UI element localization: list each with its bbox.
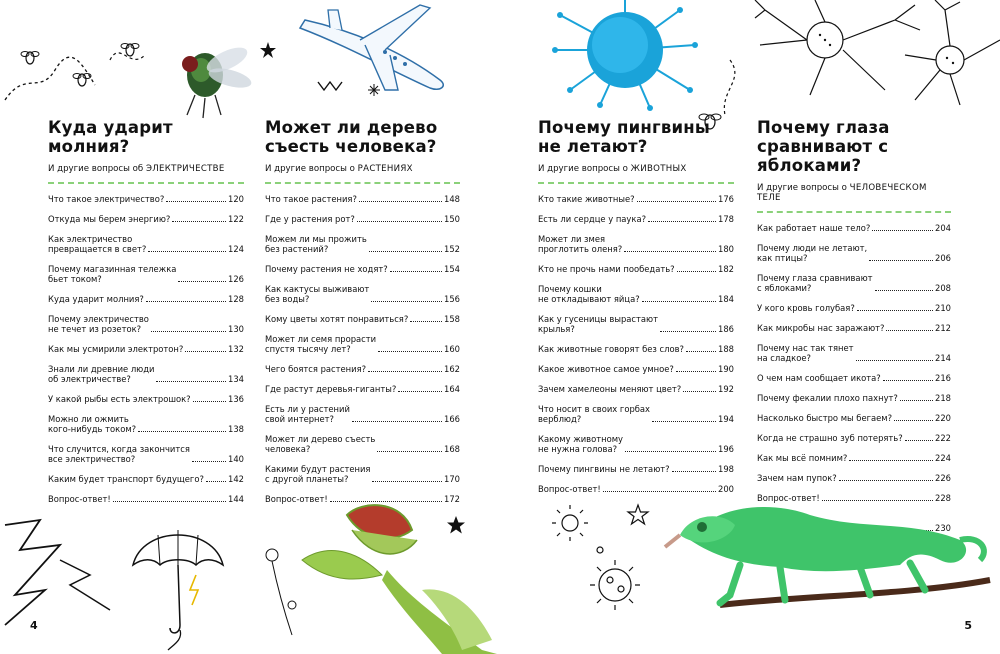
toc-entry-title: Как у гусеницы вырастают крылья? [538, 314, 658, 334]
toc-entry-page: 214 [935, 353, 951, 363]
toc-entry [265, 314, 460, 324]
toc-entry-page: 218 [935, 393, 951, 403]
toc-entry-title: Что такое растения? [265, 194, 357, 204]
dot-leader [856, 360, 934, 361]
toc-entry-title: Почему кошки не откладывают яйца? [538, 284, 640, 304]
dot-leader [410, 321, 442, 322]
toc-entry-page: 122 [228, 214, 244, 224]
toc-entry-page: 200 [718, 484, 734, 494]
dot-leader [352, 421, 442, 422]
toc-entry [757, 323, 951, 333]
toc-entry-title: Как работает наше тело? [757, 223, 871, 233]
toc-entry [265, 334, 460, 354]
toc-entry-page: 186 [718, 324, 734, 334]
toc-entry-title: Как мы всё помним? [757, 453, 848, 463]
star-icon [260, 42, 276, 58]
dot-leader [398, 391, 442, 392]
dot-leader [359, 201, 442, 202]
toc-column-plants [265, 118, 460, 514]
toc-entry-page: 144 [228, 494, 244, 504]
dot-leader [625, 451, 716, 452]
toc-entry-title: Кто не прочь нами пообедать? [538, 264, 675, 274]
toc-entry-title: Вопрос-ответ! [48, 494, 111, 504]
toc-entry-title: Вопрос-ответ! [538, 484, 601, 494]
toc-entry-page: 188 [718, 344, 734, 354]
page-number-right: 5 [964, 619, 972, 632]
toc-entry-page: 124 [228, 244, 244, 254]
dot-leader [357, 221, 442, 222]
toc-entry-page: 172 [444, 494, 460, 504]
toc-entry [538, 464, 734, 474]
dot-leader [894, 420, 933, 421]
toc-entry-title: Вопрос-ответ! [757, 493, 820, 503]
toc-entry-page: 170 [444, 474, 460, 484]
toc-entry-page: 138 [228, 424, 244, 434]
dot-leader [857, 310, 933, 311]
toc-entry [265, 194, 460, 204]
toc-entry-page: 120 [228, 194, 244, 204]
toc-entry [265, 284, 460, 304]
toc-entry-page: 194 [718, 414, 734, 424]
column-title: Почему глаза сравнивают с яблоками? [757, 118, 890, 175]
virus-photo [550, 0, 700, 110]
dot-leader [624, 251, 716, 252]
toc-entry-page: 142 [228, 474, 244, 484]
toc-entry-title: Знали ли древние люди об электричестве? [48, 364, 155, 384]
toc-entry-title: Почему магазинная тележка бьет током? [48, 264, 177, 284]
toc-entry-page: 134 [228, 374, 244, 384]
dot-leader [905, 440, 933, 441]
toc-entry [48, 474, 244, 484]
dot-leader [156, 381, 226, 382]
toc-entry-title: Кто такие животные? [538, 194, 635, 204]
dot-leader [368, 371, 442, 372]
toc-entry [757, 373, 951, 383]
toc-entry-title: Насколько быстро мы бегаем? [757, 413, 893, 423]
toc-entry [48, 264, 244, 284]
toc-list [48, 194, 244, 504]
toc-entry [48, 444, 244, 464]
toc-entry-title: Почему фекалии плохо пахнут? [757, 393, 898, 403]
toc-entry [48, 344, 244, 354]
toc-entry-title: Есть ли у растений свой интернет? [265, 404, 350, 424]
dashed-divider [538, 182, 734, 184]
toc-entry [538, 264, 734, 274]
toc-entry [538, 404, 734, 424]
toc-entry-page: 210 [935, 303, 951, 313]
toc-entry-page: 154 [444, 264, 460, 274]
toc-entry-page: 178 [718, 214, 734, 224]
toc-entry-page: 182 [718, 264, 734, 274]
toc-entry-page: 140 [228, 454, 244, 464]
toc-entry [265, 384, 460, 394]
toc-list [265, 194, 460, 504]
toc-entry-page: 160 [444, 344, 460, 354]
toc-entry [757, 273, 951, 293]
toc-entry-page: 162 [444, 364, 460, 374]
toc-entry [48, 494, 244, 504]
toc-entry-title: О чем нам сообщает икота? [757, 373, 881, 383]
dot-leader [371, 301, 442, 302]
toc-entry [757, 223, 951, 233]
dashed-divider [48, 182, 244, 184]
toc-entry [757, 343, 951, 363]
dot-leader [869, 260, 933, 261]
sparkle-icon [368, 84, 380, 96]
toc-entry [48, 294, 244, 304]
dandelion-sketch [262, 545, 302, 635]
star-outline-icon [628, 505, 648, 525]
dot-leader [390, 271, 442, 272]
toc-entry [538, 214, 734, 224]
toc-entry-page: 192 [718, 384, 734, 394]
dashed-divider [757, 211, 951, 213]
dot-leader [185, 351, 226, 352]
dot-leader [151, 331, 226, 332]
toc-entry-title: Может ли дерево съесть человека? [265, 434, 376, 454]
toc-entry [757, 303, 951, 313]
dot-leader [138, 431, 226, 432]
dot-leader [849, 460, 933, 461]
toc-entry [538, 364, 734, 374]
dot-leader [377, 451, 442, 452]
toc-entry-title: Можем ли мы прожить без растений? [265, 234, 367, 254]
toc-entry-title: Где растут деревья-гиганты? [265, 384, 397, 394]
toc-entry-page: 208 [935, 283, 951, 293]
dot-leader [172, 221, 226, 222]
toc-entry-page: 224 [935, 453, 951, 463]
toc-entry-page: 204 [935, 223, 951, 233]
toc-entry [265, 434, 460, 454]
toc-entry-page: 220 [935, 413, 951, 423]
toc-entry-page: 128 [228, 294, 244, 304]
toc-entry [538, 194, 734, 204]
toc-entry-title: Кому цветы хотят понравиться? [265, 314, 409, 324]
toc-entry-page: 130 [228, 324, 244, 334]
dot-leader [648, 221, 716, 222]
dot-leader [660, 331, 716, 332]
toc-entry-title: Почему глаза сравнивают с яблоками? [757, 273, 873, 293]
toc-entry-page: 198 [718, 464, 734, 474]
toc-entry [538, 314, 734, 334]
toc-entry [538, 484, 734, 494]
dot-leader [883, 380, 933, 381]
toc-entry [265, 264, 460, 274]
toc-entry-title: Как животные говорят без слов? [538, 344, 685, 354]
toc-entry-title: Где у растения рот? [265, 214, 355, 224]
venus-flytrap-photo [292, 500, 497, 654]
toc-entry-title: Почему нас так тянет на сладкое? [757, 343, 854, 363]
toc-entry-page: 196 [718, 444, 734, 454]
toc-entry [48, 234, 244, 254]
toc-entry-page: 184 [718, 294, 734, 304]
toc-entry-page: 150 [444, 214, 460, 224]
toc-entry-title: Что такое электричество? [48, 194, 165, 204]
star-icon [447, 516, 465, 534]
dot-leader [603, 491, 716, 492]
toc-entry-title: Почему пингвины не летают? [538, 464, 670, 474]
dot-leader [875, 290, 934, 291]
toc-entry-title: Почему люди не летают, как птицы? [757, 243, 868, 263]
toc-entry-title: Какое животное самое умное? [538, 364, 674, 374]
toc-entry-page: 212 [935, 323, 951, 333]
zigzag-sketch [318, 78, 342, 98]
toc-entry [757, 473, 951, 483]
toc-entry-page: 230 [935, 523, 951, 533]
toc-entry [538, 384, 734, 394]
toc-column-animals [538, 118, 734, 504]
dot-leader [686, 351, 716, 352]
toc-entry-title: Как кактусы выживают без воды? [265, 284, 370, 304]
column-subtitle: И другие вопросы о ЧЕЛОВЕЧЕСКОМ ТЕЛЕ [757, 183, 927, 203]
toc-entry-page: 156 [444, 294, 460, 304]
toc-entry-title: Почему электричество не течет из розеток? [48, 314, 149, 334]
toc-entry-title: Может ли змея проглотить оленя? [538, 234, 623, 254]
toc-entry-title: Откуда мы берем энергию? [48, 214, 171, 224]
toc-entry-title: Каким будет транспорт будущего? [48, 474, 204, 484]
column-title: Куда ударит молния? [48, 118, 173, 156]
column-subtitle: И другие вопросы о ЖИВОТНЫХ [538, 164, 687, 174]
toc-entry-page: 152 [444, 244, 460, 254]
dot-leader [676, 371, 716, 372]
toc-entry [757, 453, 951, 463]
dot-leader [683, 391, 716, 392]
toc-entry-page: 168 [444, 444, 460, 454]
toc-entry-page: 136 [228, 394, 244, 404]
neuron-sketch [755, 0, 1000, 110]
toc-entry-title: Есть ли сердце у паука? [538, 214, 647, 224]
toc-entry [48, 364, 244, 384]
toc-entry-title: Какими будут растения с другой планеты? [265, 464, 371, 484]
toc-entry-page: 166 [444, 414, 460, 424]
toc-entry [757, 393, 951, 403]
toc-entry-title: Когда не страшно зуб потерять? [757, 433, 903, 443]
dot-leader [677, 271, 716, 272]
toc-entry-page: 148 [444, 194, 460, 204]
dot-leader [672, 471, 716, 472]
page-right [500, 0, 1000, 654]
dot-leader [872, 230, 933, 231]
column-title: Может ли дерево съесть человека? [265, 118, 438, 156]
toc-entry-title: У кого кровь голубая? [757, 303, 855, 313]
toc-entry [538, 284, 734, 304]
toc-entry-title: Куда ударит молния? [48, 294, 144, 304]
toc-entry-page: 226 [935, 473, 951, 483]
toc-entry-page: 216 [935, 373, 951, 383]
toc-entry-title: Как электричество превращается в свет? [48, 234, 147, 254]
toc-entry [265, 214, 460, 224]
dot-leader [193, 401, 226, 402]
toc-entry-page: 126 [228, 274, 244, 284]
column-subtitle: И другие вопросы о РАСТЕНИЯХ [265, 164, 413, 174]
lightning-sketch [0, 515, 130, 625]
dot-leader [113, 501, 226, 502]
dashed-divider [265, 182, 460, 184]
toc-column-electricity [48, 118, 244, 514]
toc-entry-page: 180 [718, 244, 734, 254]
toc-entry-title: Почему растения не ходят? [265, 264, 388, 274]
dot-leader [206, 481, 226, 482]
toc-entry-page: 228 [935, 493, 951, 503]
dot-leader [178, 281, 226, 282]
fly-photo [165, 40, 255, 120]
dot-leader [642, 301, 716, 302]
toc-entry-page: 222 [935, 433, 951, 443]
toc-entry-page: 206 [935, 253, 951, 263]
toc-entry-title: Может ли семя прорасти спустя тысячу лет? [265, 334, 377, 354]
chameleon-photo [660, 495, 995, 645]
toc-entry-page: 176 [718, 194, 734, 204]
dot-leader [148, 251, 226, 252]
toc-entry [48, 214, 244, 224]
page-number-left: 4 [30, 619, 38, 632]
dot-leader [900, 400, 933, 401]
toc-entry [757, 243, 951, 263]
toc-entry [265, 364, 460, 374]
toc-entry [538, 234, 734, 254]
toc-entry-title: Как микробы нас заражают? [757, 323, 885, 333]
toc-entry [757, 433, 951, 443]
toc-entry-title: Чего боятся растения? [265, 364, 367, 374]
airplane-sketch [290, 0, 460, 95]
toc-entry-title: Что носит в своих горбах верблюд? [538, 404, 651, 424]
toc-entry [538, 344, 734, 354]
toc-entry [757, 413, 951, 423]
dot-leader [372, 481, 442, 482]
dot-leader [886, 330, 933, 331]
toc-entry [48, 394, 244, 404]
toc-entry-title: Какому животному не нужна голова? [538, 434, 623, 454]
toc-entry [48, 314, 244, 334]
toc-entry-title: Зачем хамелеоны меняют цвет? [538, 384, 682, 394]
toc-entry [265, 404, 460, 424]
toc-entry-page: 164 [444, 384, 460, 394]
toc-entry-title: Можно ли ожмить кого-нибудь током? [48, 414, 137, 434]
toc-entry-page: 158 [444, 314, 460, 324]
dot-leader [839, 480, 933, 481]
column-title: Почему пингвины не летают? [538, 118, 710, 156]
dot-leader [192, 461, 226, 462]
toc-entry-page: 132 [228, 344, 244, 354]
toc-entry-title: Вопрос-ответ! [265, 494, 328, 504]
toc-entry-page: 190 [718, 364, 734, 374]
toc-entry [265, 464, 460, 484]
toc-entry [265, 234, 460, 254]
column-subtitle: И другие вопросы об ЭЛЕКТРИЧЕСТВЕ [48, 164, 225, 174]
toc-entry-title: Как мы усмирили электротон? [48, 344, 184, 354]
dot-leader [166, 201, 226, 202]
dot-leader [637, 201, 716, 202]
umbrella-sketch [128, 520, 228, 650]
toc-entry-title: Что случится, когда закончится все электричество? [48, 444, 190, 464]
toc-entry [48, 194, 244, 204]
fly-sketches [0, 0, 160, 110]
toc-entry [48, 414, 244, 434]
toc-entry-title: Зачем нам пупок? [757, 473, 837, 483]
dot-leader [369, 251, 442, 252]
dot-leader [652, 421, 716, 422]
dot-leader [146, 301, 226, 302]
toc-entry [538, 434, 734, 454]
dot-leader [378, 351, 442, 352]
toc-entry-title: У какой рыбы есть электрошок? [48, 394, 191, 404]
toc-list [538, 194, 734, 494]
